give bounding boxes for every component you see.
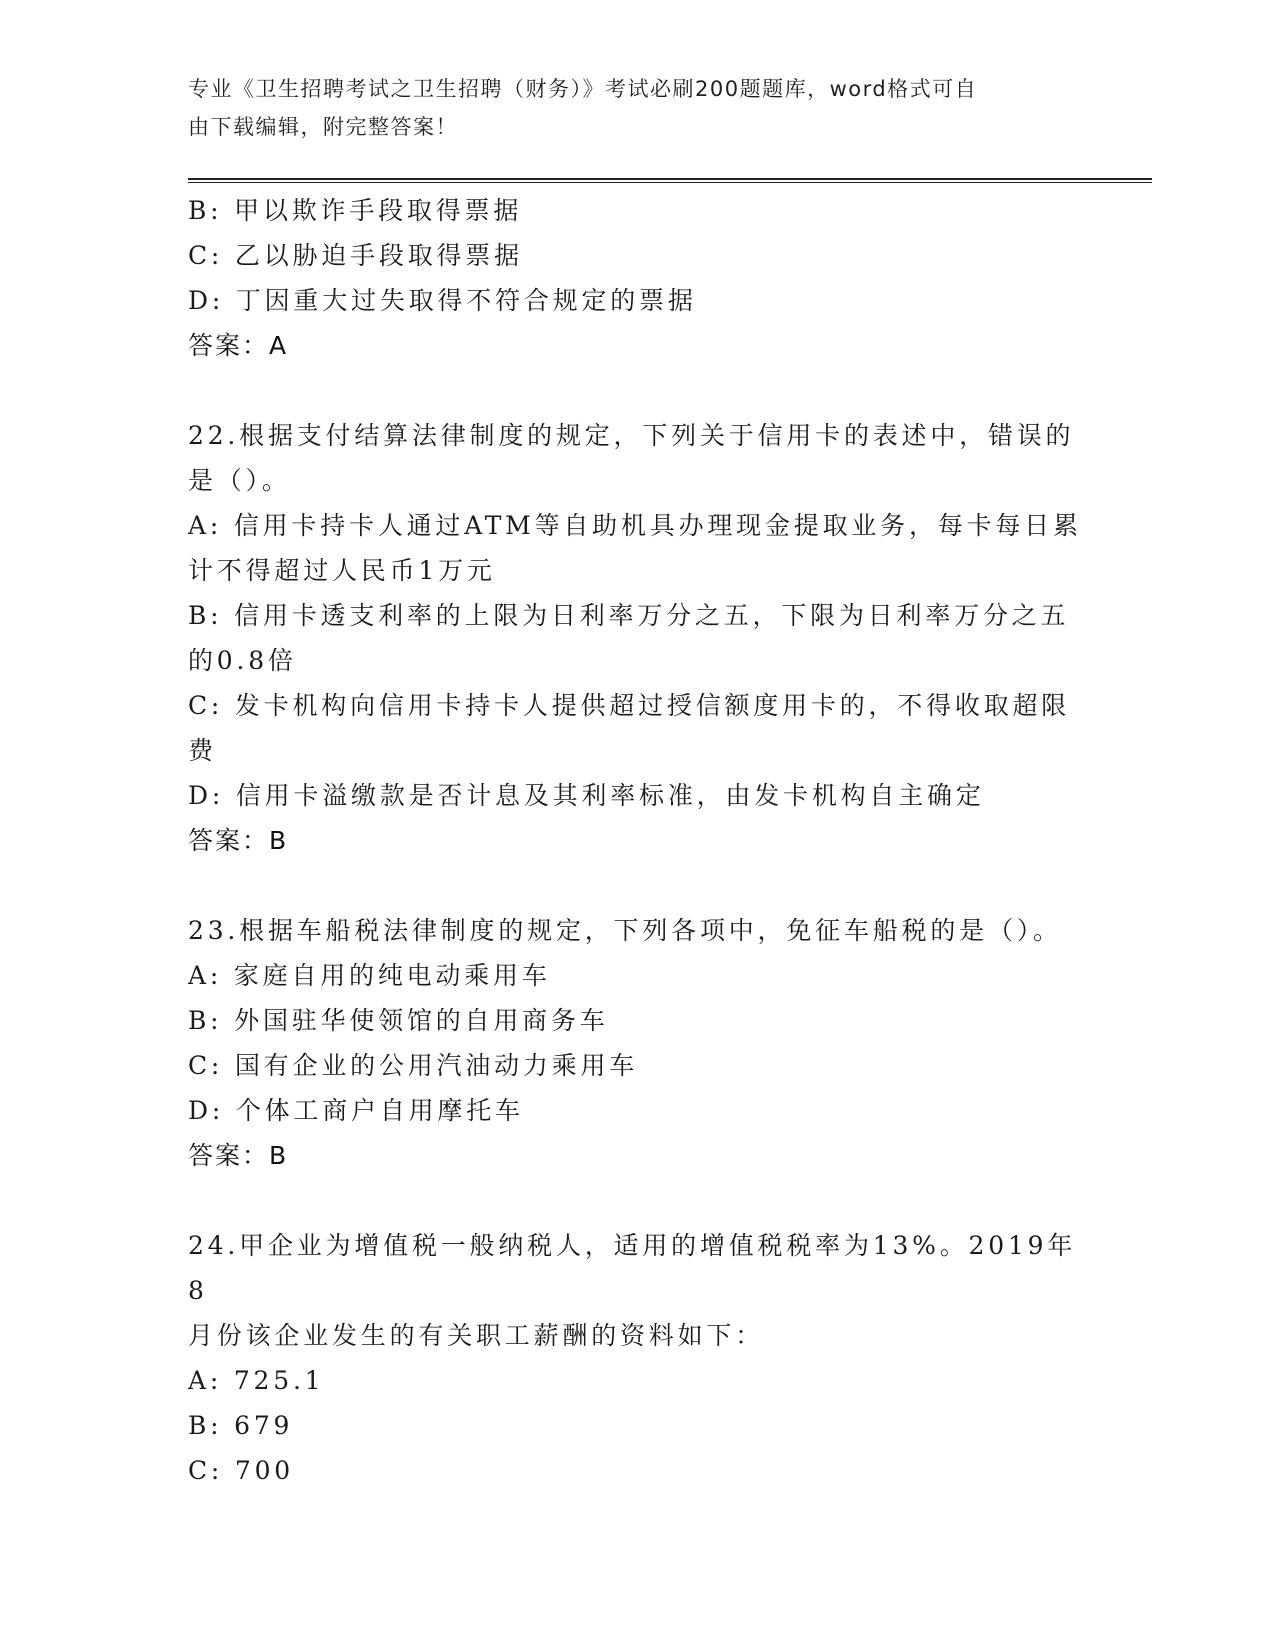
spacer [188,863,1088,908]
answer-line: 答案：A [188,331,289,360]
option-line: A: 信用卡持卡人通过ATM等自助机具办理现金提取业务，每卡每日累 [188,511,1082,540]
question-22 [188,413,1088,863]
document-header [188,70,1068,146]
option-line: A: 725.1 [188,1366,325,1395]
option-line: B: 甲以欺诈手段取得票据 [188,196,523,225]
option-line: D: 个体工商户自用摩托车 [188,1096,524,1125]
option-line: 的0.8倍 [188,646,297,675]
question-stem-line: 24.甲企业为增值税一般纳税人，适用的增值税税率为13%。2019年8 [188,1231,1077,1305]
option-line: D: 信用卡溢缴款是否计息及其利率标准，由发卡机构自主确定 [188,781,985,810]
option-line: B: 679 [188,1411,294,1440]
spacer [188,368,1088,413]
question-stem-line: 22.根据支付结算法律制度的规定，下列关于信用卡的表述中，错误的 [188,421,1075,450]
header-divider-thin [188,182,1152,183]
option-line: 计不得超过人民币1万元 [188,556,496,585]
question-21-tail [188,188,1088,368]
answer-line: 答案：B [188,826,289,855]
answer-line: 答案：B [188,1141,289,1170]
document-body [188,188,1088,1493]
option-line: 费 [188,736,217,765]
option-line: C: 乙以胁迫手段取得票据 [188,241,523,270]
option-line: A: 家庭自用的纯电动乘用车 [188,961,551,990]
header-divider [188,178,1152,180]
question-stem-line: 月份该企业发生的有关职工薪酬的资料如下： [188,1321,765,1350]
option-line: C: 国有企业的公用汽油动力乘用车 [188,1051,639,1080]
header-line-1: 专业《卫生招聘考试之卫生招聘（财务）》考试必刷200题题库，word格式可自 [188,77,978,101]
header-line-2: 由下载编辑，附完整答案！ [188,115,458,139]
option-line: B: 外国驻华使领馆的自用商务车 [188,1006,609,1035]
option-line: D: 丁因重大过失取得不符合规定的票据 [188,286,697,315]
spacer [188,1178,1088,1223]
question-stem-line: 是（）。 [188,466,291,495]
question-24 [188,1223,1088,1493]
question-23 [188,908,1088,1178]
option-line: C: 发卡机构向信用卡持卡人提供超过授信额度用卡的，不得收取超限 [188,691,1071,720]
option-line: C: 700 [188,1456,295,1485]
option-line: B: 信用卡透支利率的上限为日利率万分之五，下限为日利率万分之五 [188,601,1070,630]
question-stem-line: 23.根据车船税法律制度的规定，下列各项中，免征车船税的是（）。 [188,916,1062,945]
